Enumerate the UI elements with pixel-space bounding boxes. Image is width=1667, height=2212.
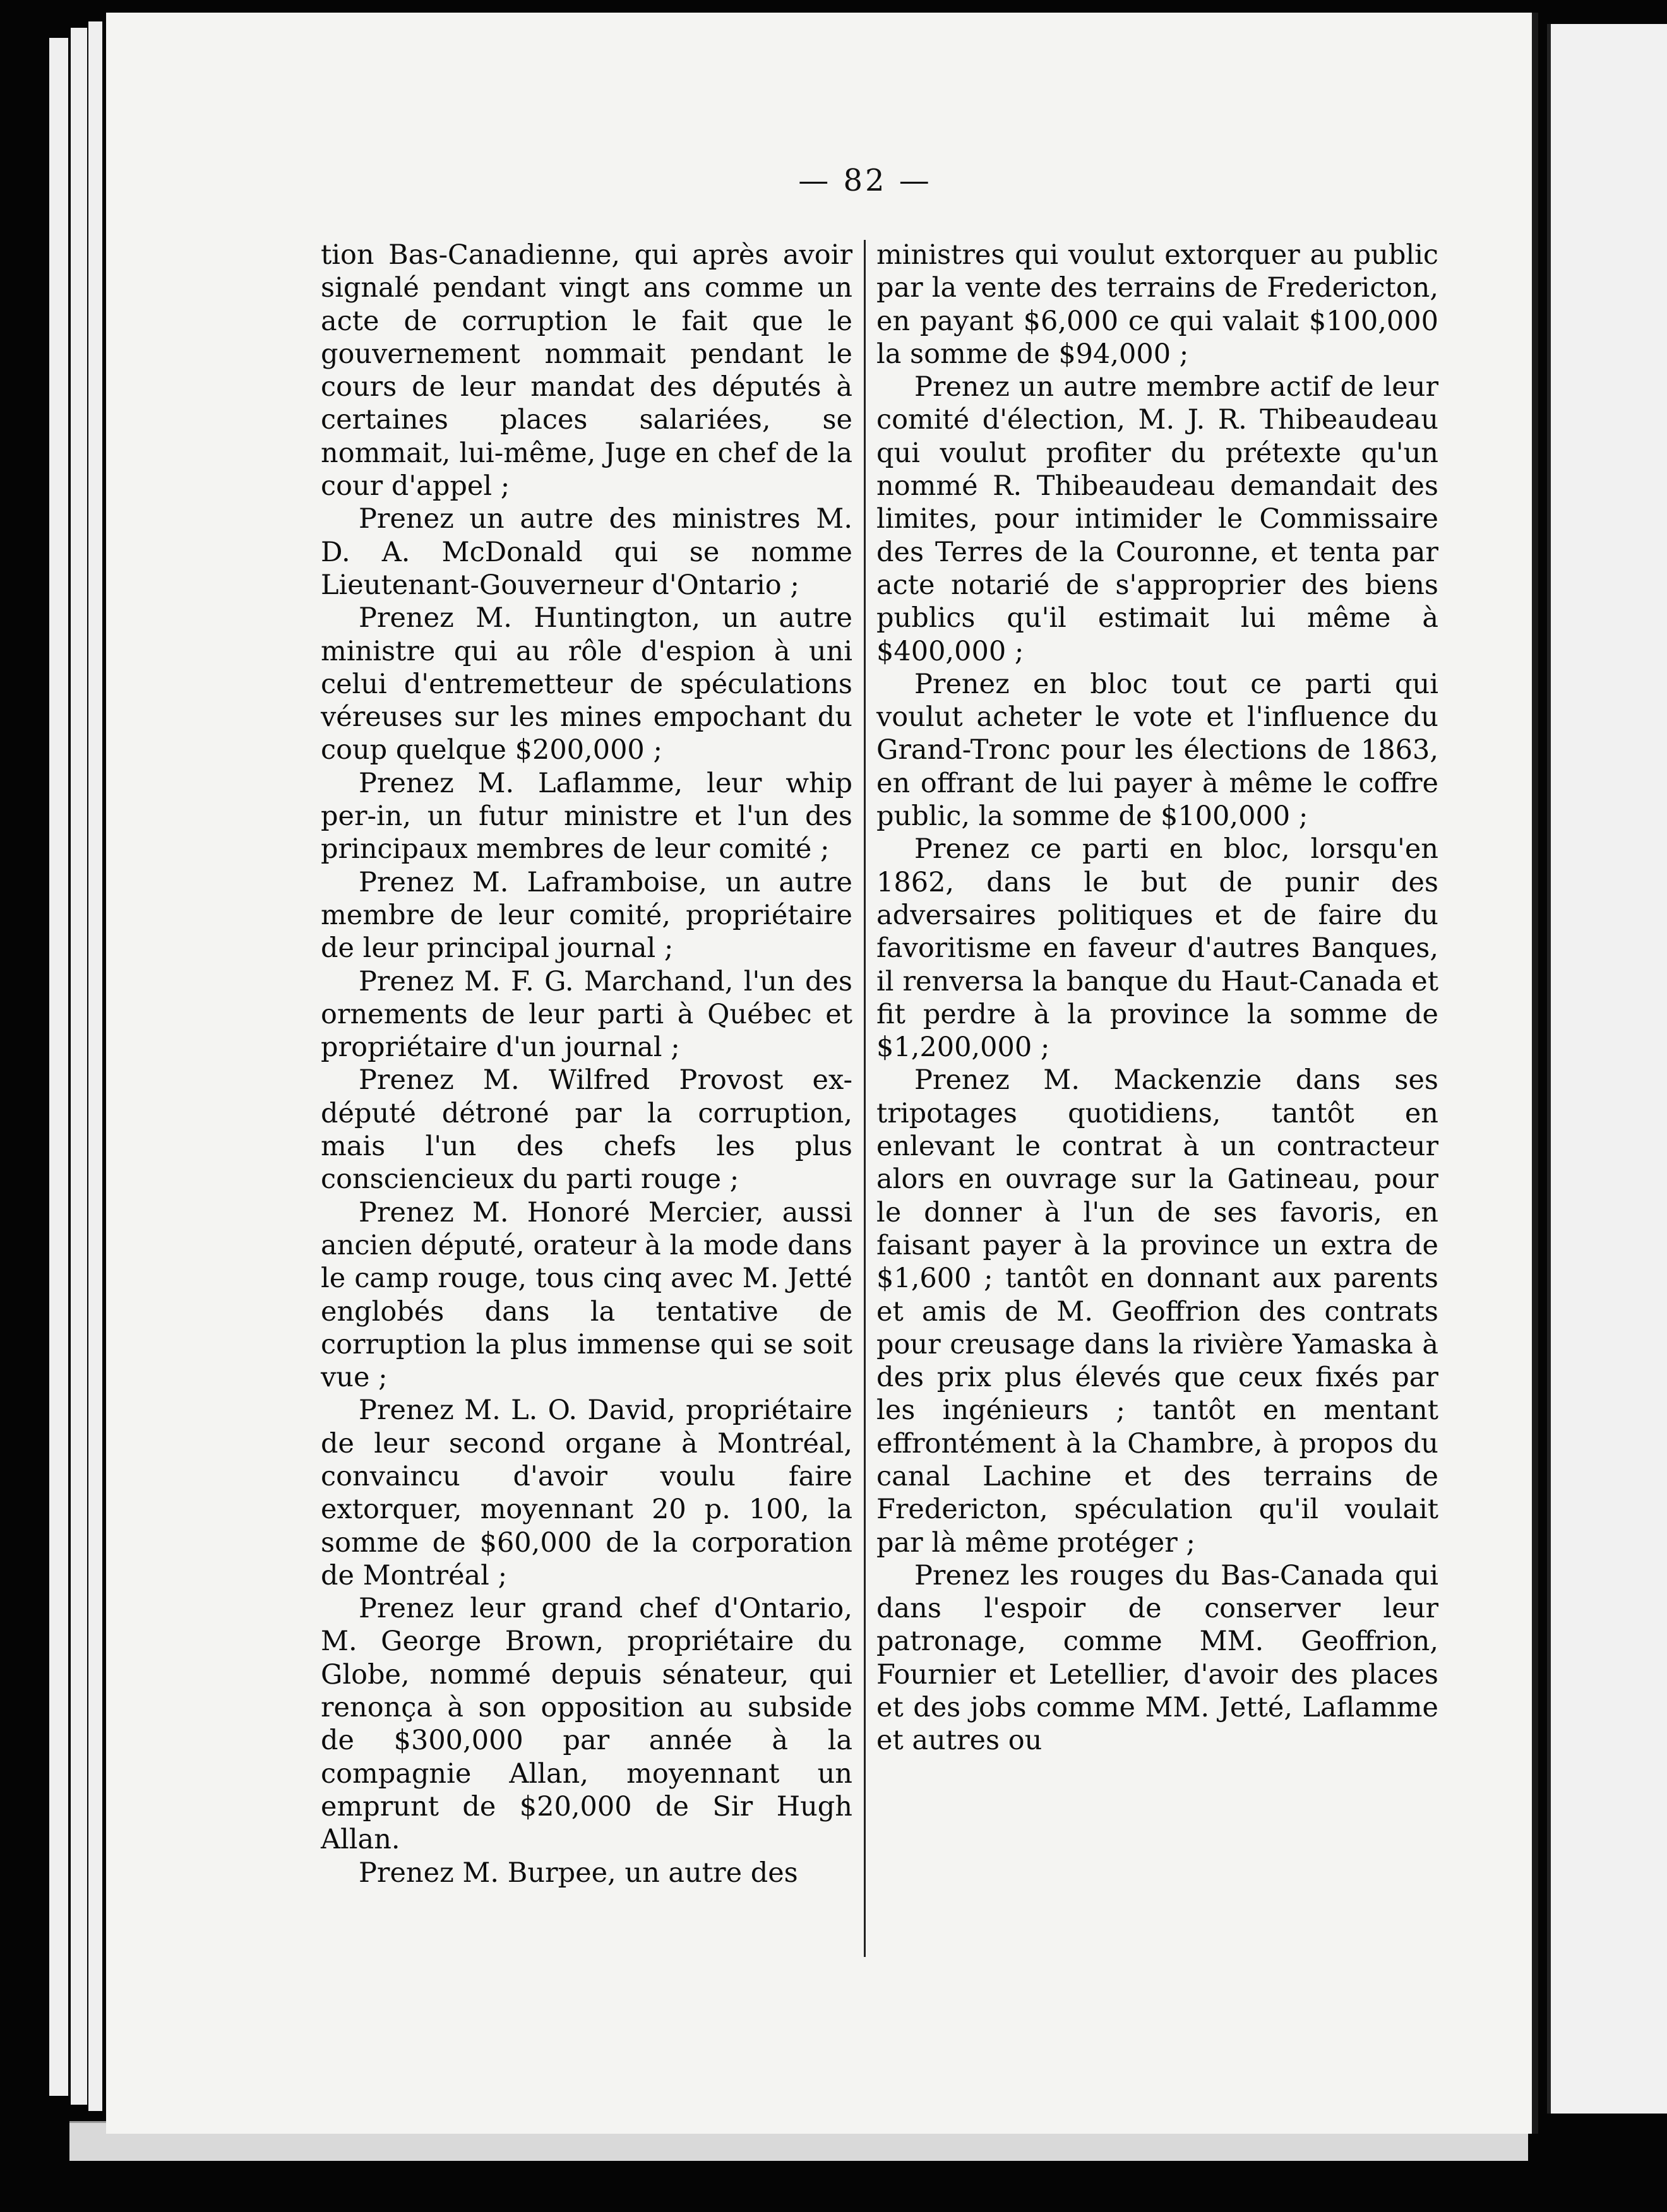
paragraph: Prenez M. Laflamme, leur whip per-in, un futur ministre et l'un des principaux membres de leur comité ;: [321, 767, 852, 865]
paragraph: Prenez M. L. O. David, propriétaire de leur second organe à Montréal, convaincu d'avoir voulu faire extorquer, moyennant 20 p. 100, la somme de $60,000 de la corporation de Montréal ;: [321, 1394, 852, 1591]
paragraph: Prenez leur grand chef d'Ontario, M. George Brown, propriétaire du Globe, nommé depuis sénateur, qui renonça à son opposition au subside de $300,000 par année à la compagnie Allan, moyennant un emprunt de $20,000 de Sir Hugh Allan.: [321, 1593, 852, 1856]
right-column: [876, 239, 1438, 1757]
paragraph: Prenez ce parti en bloc, lorsqu'en 1862, dans le but de punir des adversaires politiques et de faire du favoritisme en faveur d'autres Banques, il renversa la banque du Haut-Canada et fit perdre à la province la somme de $1,200,000 ;: [876, 833, 1438, 1064]
page-edge: [49, 38, 68, 2096]
page-number: — 82 —: [798, 163, 932, 198]
paragraph: Prenez M. Honoré Mercier, aussi ancien député, orateur à la mode dans le camp rouge, tous cinq avec M. Jetté englobés dans la tentative de corruption la plus immense qui se soit vue ;: [321, 1196, 852, 1394]
paragraph: Prenez M. Laframboise, un autre membre de leur comité, propriétaire de leur principal journal ;: [321, 866, 852, 965]
paragraph: Prenez M. F. G. Marchand, l'un des ornements de leur parti à Québec et propriétaire d'un journal ;: [321, 965, 852, 1064]
page-edge: [88, 21, 102, 2111]
paragraph: Prenez M. Burpee, un autre des: [359, 1857, 798, 1889]
column-divider: [864, 240, 866, 1957]
paragraph: Prenez un autre membre actif de leur comité d'élection, M. J. R. Thibeaudeau qui voulut profiter du prétexte qu'un nommé R. Thibeaudeau demandait des limites, pour intimider le Commissaire des Terres de la Couronne, et tenta par acte notarié de s'approprier des biens publics qu'il estimait lui même à $400,000 ;: [876, 371, 1438, 667]
left-column: [321, 239, 852, 1889]
paragraph: Prenez M. Mackenzie dans ses tripotages quotidiens, tantôt en enlevant le contrat à un contracteur alors en ouvrage sur la Gatineau, pour le donner à l'un de ses favoris, en faisant payer à la province un extra de $1,600 ; tantôt en donnant aux parents et amis de M. Geoffrion des contrats pour creusage dans la rivière Yamaska à des prix plus élevés que ceux fixés par les ingénieurs ; tantôt en mentant effrontément à la Chambre, à propos du canal Lachine et des terrains de Fredericton, spéculation qu'il voulait par là même protéger ;: [876, 1064, 1438, 1559]
page-edge: [71, 28, 87, 2105]
paragraph: Prenez M. Wilfred Provost ex-député détroné par la corruption, mais l'un des chefs les plus consciencieux du parti rouge ;: [321, 1064, 852, 1196]
paragraph: Prenez les rouges du Bas-Canada qui dans l'espoir de conserver leur patronage, comme MM. Geoffrion, Fournier et Letellier, d'avoir des places et des jobs comme MM. Jetté, Laflamme et autres ou: [876, 1559, 1438, 1757]
facing-page: [1547, 24, 1667, 2114]
paragraph: Prenez en bloc tout ce parti qui voulut acheter le vote et l'influence du Grand-Tronc pour les élections de 1863, en offrant de lui payer à même le coffre public, la somme de $100,000 ;: [876, 668, 1438, 833]
paragraph: Prenez M. Huntington, un autre ministre qui au rôle d'espion à uni celui d'entremetteur de spéculations véreuses sur les mines empochant du coup quelque $200,000 ;: [321, 602, 852, 766]
paragraph: ministres qui voulut extorquer au public par la vente des terrains de Fredericton, en payant $6,000 ce qui valait $100,000 la somme de $94,000 ;: [876, 239, 1438, 370]
paragraph: Prenez un autre des ministres M. D. A. McDonald qui se nomme Lieutenant-Gouverneur d'Ontario ;: [321, 503, 852, 601]
paragraph: tion Bas-Canadienne, qui après avoir signalé pendant vingt ans comme un acte de corruption le fait que le gouvernement nommait pendant le cours de leur mandat des députés à certaines places salariées, se nommait, lui-même, Juge en chef de la cour d'appel ;: [321, 239, 852, 502]
